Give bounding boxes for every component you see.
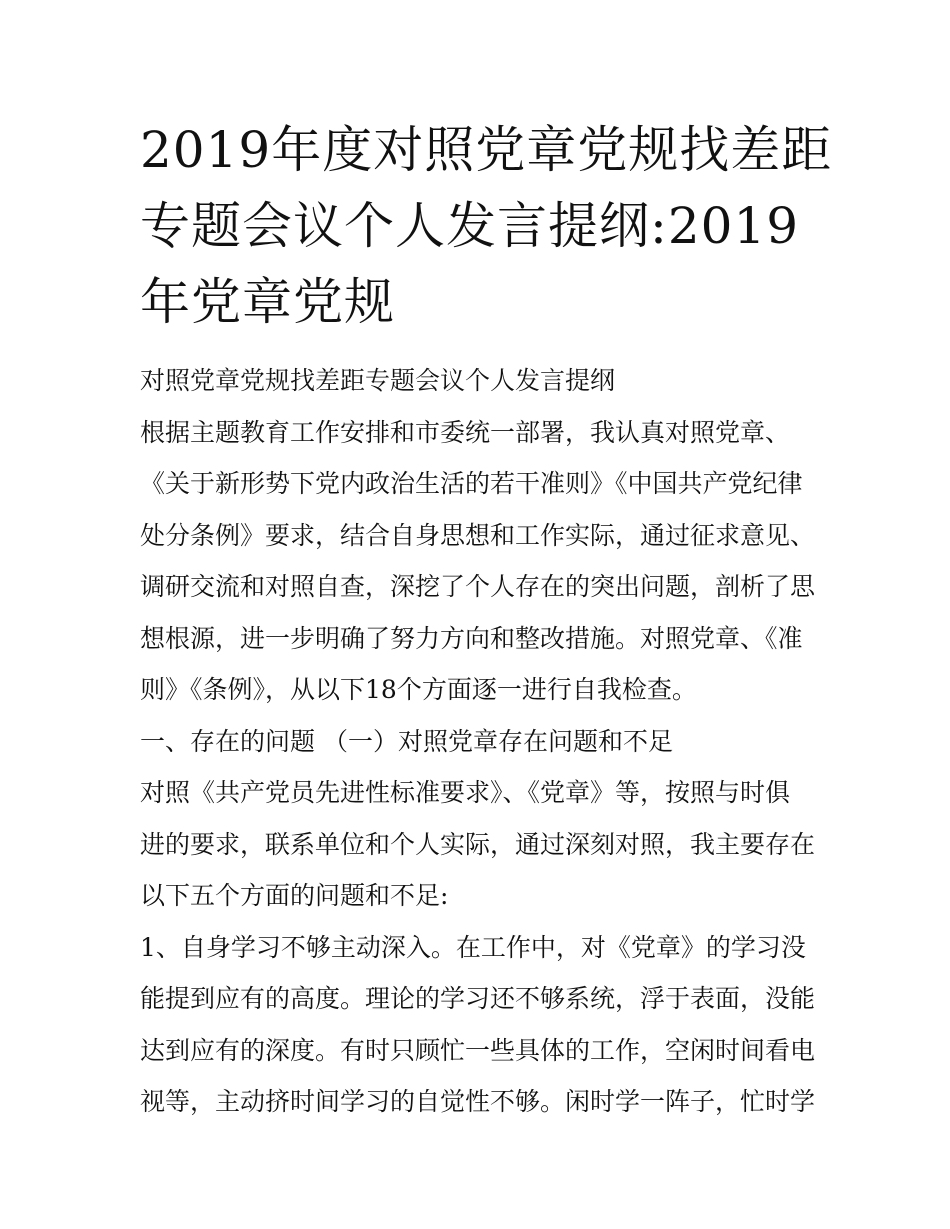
body-line: 想根源，进一步明确了努力方向和整改措施。对照党章、《准: [140, 623, 803, 653]
body-line: 则》《条例》，从以下18个方面逐一进行自我检查。: [140, 675, 697, 704]
title-line: 年党章党规: [140, 273, 395, 331]
body-line: 1、自身学习不够主动深入。在工作中，对《党章》的学习没: [140, 932, 806, 962]
document-title: [140, 112, 833, 340]
subtitle-line: 对照党章党规找差距专题会议个人发言提纲: [140, 366, 616, 395]
body-line: 调研交流和对照自查，深挖了个人存在的突出问题，剖析了思: [140, 572, 816, 601]
body-line: 《关于新形势下党内政治生活的若干准则》《中国共产党纪律: [140, 469, 803, 498]
document-body: [140, 355, 820, 1128]
body-line: 达到应有的深度。有时只顾忙一些具体的工作，空闲时间看电: [140, 1035, 816, 1065]
title-line: 专题会议个人发言提纲:2019: [140, 197, 800, 255]
body-line: 以下五个方面的问题和不足:: [140, 881, 449, 910]
title-line: 2019年度对照党章党规找差距: [140, 121, 833, 179]
body-line: 能提到应有的高度。理论的学习还不够系统，浮于表面，没能: [140, 984, 816, 1013]
body-line: 处分条例》要求，结合自身思想和工作实际，通过征求意见、: [140, 520, 816, 550]
body-line: 根据主题教育工作安排和市委统一部署，我认真对照党章、: [140, 417, 791, 447]
section-heading-line: 一、存在的问题 （一）对照党章存在问题和不足: [140, 726, 673, 756]
body-line: 视等，主动挤时间学习的自觉性不够。闲时学一阵子，忙时学: [140, 1087, 816, 1116]
body-line: 对照《共产党员先进性标准要求》、《党章》等，按照与时俱: [140, 778, 791, 807]
body-line: 进的要求，联系单位和个人实际，通过深刻对照，我主要存在: [140, 829, 816, 859]
